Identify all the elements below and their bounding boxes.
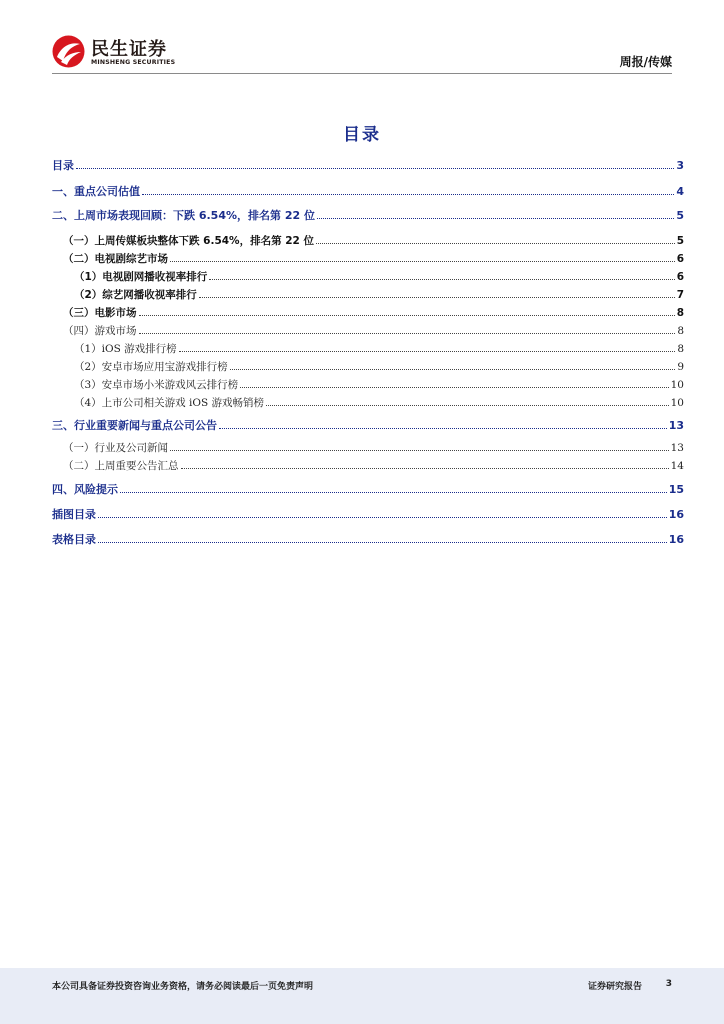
toc-dot-leader xyxy=(317,218,674,219)
toc-entry-page-number: 8 xyxy=(677,343,684,355)
page-number: 3 xyxy=(665,979,672,989)
toc-entry-title: （四）游戏市场 xyxy=(63,325,137,337)
toc-entry[interactable] xyxy=(52,183,684,199)
page-footer xyxy=(0,968,724,1024)
toc-entry[interactable] xyxy=(63,458,684,473)
page-header xyxy=(0,0,724,90)
toc-entry-page-number: 15 xyxy=(668,483,684,496)
toc-entry-title: （二）电视剧综艺市场 xyxy=(63,253,168,265)
toc-entry-title: 一、重点公司估值 xyxy=(52,185,140,198)
toc-entry-title: （三）电影市场 xyxy=(63,307,137,319)
toc-entry[interactable] xyxy=(74,269,684,284)
toc-entry-page-number: 16 xyxy=(668,508,684,521)
toc-entry-title: （1）iOS 游戏排行榜 xyxy=(74,343,177,355)
toc-entry[interactable] xyxy=(63,305,684,320)
toc-entry-page-number: 7 xyxy=(676,289,684,301)
toc-entry[interactable] xyxy=(63,323,684,338)
toc-entry-title: 二、上周市场表现回顾：下跌 6.54%，排名第 22 位 xyxy=(52,209,315,222)
toc-entry[interactable] xyxy=(74,287,684,302)
toc-dot-leader xyxy=(139,315,675,316)
toc-entry-page-number: 13 xyxy=(670,442,684,454)
toc-entry-page-number: 8 xyxy=(677,325,684,337)
toc-dot-leader xyxy=(170,450,669,451)
header-divider xyxy=(52,73,672,74)
report-type-label: 周报/传媒 xyxy=(619,55,672,69)
toc-dot-leader xyxy=(139,333,676,334)
toc-entry-title: （一）上周传媒板块整体下跌 6.54%，排名第 22 位 xyxy=(63,235,315,247)
toc-dot-leader xyxy=(219,428,667,429)
toc-entry[interactable] xyxy=(74,377,684,392)
toc-entry-title: 目录 xyxy=(52,159,74,172)
toc-dot-leader xyxy=(316,243,675,244)
toc-entry[interactable] xyxy=(52,417,684,433)
toc-entry-page-number: 3 xyxy=(676,159,684,172)
toc-entry-title: 三、行业重要新闻与重点公司公告 xyxy=(52,419,217,432)
company-logo xyxy=(52,33,202,73)
toc-entry-title: （二）上周重要公告汇总 xyxy=(63,460,179,472)
toc-entry-page-number: 14 xyxy=(670,460,684,472)
footer-report-label: 证券研究报告 xyxy=(587,982,642,992)
toc-dot-leader xyxy=(266,405,669,406)
toc-entry-page-number: 8 xyxy=(676,307,684,319)
minsheng-logo-icon xyxy=(52,35,85,68)
toc-entry-page-number: 10 xyxy=(670,397,684,409)
toc-dot-leader xyxy=(179,351,676,352)
toc-entry[interactable] xyxy=(52,207,684,223)
toc-dot-leader xyxy=(98,542,667,543)
toc-entry-page-number: 5 xyxy=(676,235,684,247)
toc-entry-title: （4）上市公司相关游戏 iOS 游戏畅销榜 xyxy=(74,397,265,409)
toc-entry-page-number: 6 xyxy=(676,271,684,283)
toc-dot-leader xyxy=(120,492,667,493)
toc-entry[interactable] xyxy=(52,506,684,522)
toc-dot-leader xyxy=(199,297,675,298)
page-title: 目录 xyxy=(343,125,381,145)
toc-entry[interactable] xyxy=(74,341,684,356)
toc-dot-leader xyxy=(98,517,667,518)
toc-entry-page-number: 6 xyxy=(676,253,684,265)
toc-entry-title: （2）安卓市场应用宝游戏排行榜 xyxy=(74,361,228,373)
toc-dot-leader xyxy=(181,468,669,469)
toc-entry-title: 插图目录 xyxy=(52,508,96,521)
toc-dot-leader xyxy=(240,387,668,388)
toc-entry-page-number: 16 xyxy=(668,533,684,546)
toc-entry[interactable] xyxy=(63,440,684,455)
toc-entry-page-number: 5 xyxy=(676,209,684,222)
toc-entry-title: 表格目录 xyxy=(52,533,96,546)
toc-entry[interactable] xyxy=(52,157,684,173)
toc-dot-leader xyxy=(209,279,674,280)
logo-chinese-name: 民生证券 xyxy=(91,39,167,60)
toc-entry-title: 四、风险提示 xyxy=(52,483,118,496)
toc-entry[interactable] xyxy=(52,531,684,547)
toc-entry-page-number: 9 xyxy=(677,361,684,373)
toc-entry[interactable] xyxy=(63,251,684,266)
logo-english-name: MINSHENG SECURITIES xyxy=(91,59,176,66)
footer-disclaimer: 本公司具备证券投资咨询业务资格，请务必阅读最后一页免责声明 xyxy=(52,982,314,992)
toc-dot-leader xyxy=(142,194,674,195)
toc-entry-title: （1）电视剧网播收视率排行 xyxy=(74,271,208,283)
toc-entry[interactable] xyxy=(52,481,684,497)
toc-entry[interactable] xyxy=(74,359,684,374)
toc-dot-leader xyxy=(170,261,675,262)
toc-entry-page-number: 4 xyxy=(676,185,684,198)
toc-entry-page-number: 10 xyxy=(670,379,684,391)
toc-entry-title: （一）行业及公司新闻 xyxy=(63,442,168,454)
toc-dot-leader xyxy=(230,369,676,370)
toc-entry[interactable] xyxy=(74,395,684,410)
toc-entry[interactable] xyxy=(63,233,684,248)
toc-entry-page-number: 13 xyxy=(668,419,684,432)
toc-entry-title: （3）安卓市场小米游戏风云排行榜 xyxy=(74,379,239,391)
toc-entry-title: （2）综艺网播收视率排行 xyxy=(74,289,197,301)
toc-dot-leader xyxy=(76,168,674,169)
